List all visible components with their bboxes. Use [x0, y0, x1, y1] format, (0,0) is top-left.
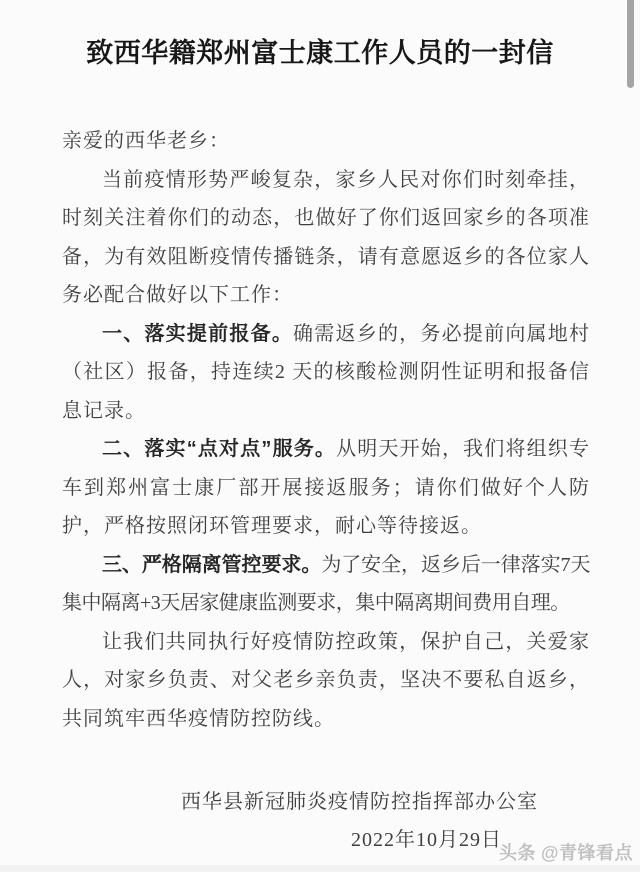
letter-title: 致西华籍郑州富士康工作人员的一封信: [86, 38, 554, 68]
paragraph: [62, 430, 590, 546]
paragraph: [62, 161, 590, 315]
paragraph-lead: 三、严格隔离管控要求。: [102, 553, 322, 576]
paragraph: [62, 315, 590, 431]
salutation: 亲爱的西华老乡：: [62, 130, 230, 152]
paragraph-lead: 二、落实“点对点”服务。: [102, 438, 337, 460]
paragraph-text: 为了安全，返乡后一律落实7天集中隔离+3天居家健康监测要求，集中隔离期间费用自理。: [62, 553, 590, 614]
watermark-brand-label: 头条: [498, 843, 536, 863]
paragraph-lead: 一、落实提前报备。: [102, 322, 294, 345]
paragraph-text: 确需返乡的，务必提前向属地村（社区）报备，持连续2 天的核酸检测阴性证明和报备信息记录。: [62, 322, 591, 422]
paragraph: [62, 623, 590, 739]
paragraph-text: 让我们共同执行好疫情防控政策，保护自己，关爱家人，对家乡负责、对父老乡亲负责，坚决不要私自返乡，共同筑牢西华疫情防控防线。: [62, 630, 590, 730]
watermark-handle: @青锋看点: [540, 843, 633, 863]
scrollbar-thumb[interactable]: [627, 0, 634, 88]
date-line: 2022年10月29日: [351, 829, 502, 851]
watermark: [499, 839, 633, 865]
signature: 西华县新冠肺炎疫情防控指挥部办公室: [181, 791, 538, 813]
letter-body: [62, 122, 590, 738]
paragraph-text: 从明天开始，我们将组织专车到郑州富士康厂部开展接返服务；请你们做好个人防护，严格按照闭环管理要求，耐心等待接返。: [62, 438, 591, 537]
photo-edge-strip: [0, 865, 640, 872]
paragraph-text: 当前疫情形势严峻复杂，家乡人民对你们时刻牵挂，时刻关注着你们的动态，也做好了你们返回家乡的各项准备，为有效阻断疫情传播链条，请有意愿返乡的各位家人务必配合做好以下工作：: [62, 168, 590, 306]
paragraph: [62, 546, 590, 623]
